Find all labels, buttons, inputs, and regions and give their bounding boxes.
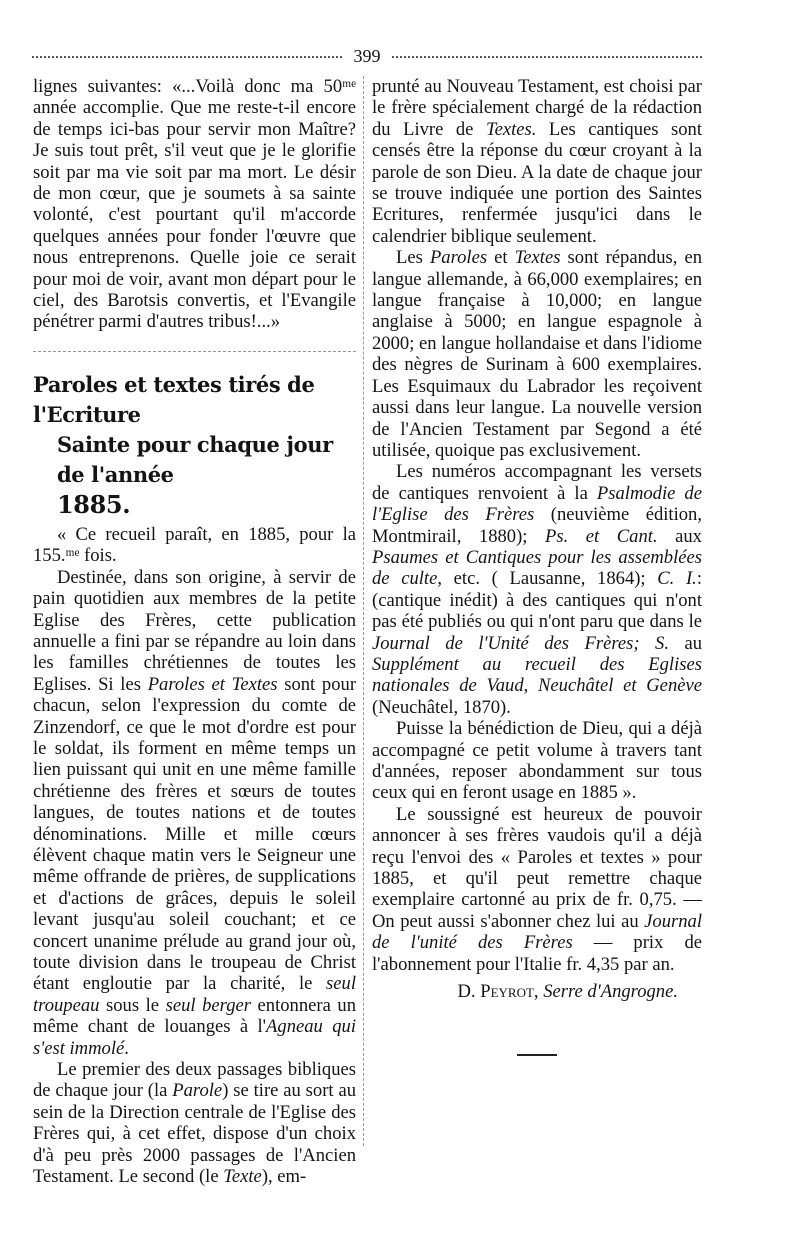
end-rule: [517, 1054, 557, 1056]
italic-title: Psalmodie de l'Eglise des Frères: [372, 482, 702, 526]
italic-phrase: seul troupeau: [33, 973, 356, 1016]
section-title: [33, 370, 356, 520]
column-divider: [363, 76, 364, 1146]
text-run: (Neuchâtel, 1870).: [372, 696, 511, 718]
text-run: Les cantiques sont censés être la réponse du cœur croyant à la parole de son Dieu. A la date de chaque jour se trouve indiquée une portion des Saintes Ecritures, renfermée jusqu'ici dans le calendrier biblique seulement.: [372, 118, 702, 247]
left-column: [33, 76, 356, 1187]
text-run: aux: [657, 525, 702, 547]
paragraph-announcement: [372, 804, 702, 975]
text-run: ) se tire au sort au sein de la Direction centrale de l'Eglise des Frères qui, à cet effet, dispose d'un choix d'à peu près 2000 passages de l'Ancien Testament. Le second (le: [33, 1080, 356, 1188]
header-rule-right: [392, 56, 702, 58]
section-title-line-1: Paroles et textes tirés de l'Ecriture: [33, 371, 315, 427]
italic-title: Textes.: [485, 118, 537, 140]
section-title-year: 1885.: [57, 489, 131, 519]
page-number: 399: [353, 46, 381, 66]
italic-title: Psaumes et Cantiques pour les assemblées de culte: [372, 546, 702, 590]
italic-phrase: seul berger: [165, 994, 251, 1016]
signature-name: D. Peyrot: [457, 981, 534, 1003]
italic-title: Paroles et Textes: [147, 673, 278, 695]
italic-abbrev: Ps. et Cant.: [545, 525, 658, 547]
paragraph-blessing: Puisse la bénédiction de Dieu, qui a déjà accompagné ce petit volume à travers tant d'années, reposer abondamment sur tous ceux qui en feront usage en 1885 ».: [372, 718, 702, 804]
paragraph-destination: [33, 567, 356, 1059]
letter-excerpt: lignes suivantes: «...Voilà donc ma 50ᵐᵉ année accomplie. Que me reste-t-il encore de temps ici-bas pour servir mon Maître? Je suis tout prêt, s'il veut que je le glorifie soit par ma vie soit par ma mort. Le désir de mon cœur, que je soumets à sa sainte volonté, c'est pourtant qu'il m'accorde quelques années pour fonder l'œuvre que nous entreprenons. Quelle joie ce serait pour moi de voir, avant mon départ pour le ciel, des Barotsis convertis, et l'Evangile pénétrer parmi d'autres tribus!...»: [33, 76, 356, 333]
right-column: [372, 76, 702, 1056]
paragraph-distribution: [372, 247, 702, 461]
text-run: : (cantique inédit) à des cantiques qui n'ont pas été publiés ou qui n'ont paru que dans le: [372, 568, 702, 633]
text-run: (neuvième édition, Montmirail, 1880);: [372, 504, 702, 547]
text-run: sont répandus, en langue allemande, à 66,000 exemplaires; en langue française à 10,000; en langue anglaise à 5000; en langue espagnole à 2000; en langue hollandaise et dans l'idiome des nègres de Surinam à 600 exemplaires. Les Esquimaux du Labrador les reçoivent aussi dans leur langue. La nouvelle version de l'Ancien Testament par Segond a été utilisée, quoique pas exclusivement.: [372, 247, 703, 461]
text-run: sous le: [99, 994, 166, 1016]
text-run: entonnera un même chant de louanges à l': [33, 994, 356, 1038]
italic-title: Supplément au recueil des Eglises nationales de Vaud, Neuchâtel et Genève: [372, 653, 702, 697]
text-run: au: [668, 632, 703, 654]
text-run: prunté au Nouveau Testament, est choisi par le frère spécialement chargé de la rédaction du Livre de: [372, 76, 702, 140]
italic-title: Paroles: [429, 247, 488, 269]
italic-title: Textes: [514, 247, 561, 269]
text-run: , etc. ( Lausanne, 1864);: [437, 568, 658, 590]
section-title-line-2: Sainte pour chaque jour de l'année: [57, 431, 333, 487]
text-run: sont pour chacun, selon l'expression du comte de Zinzendorf, ce que le mot d'ordre est pour le soldat, ils forment en même temps un lien puissant qui unit en une même famille chrétienne des frères et sœurs de toutes langues, de toutes nations et de toutes dénominations. Mille et mille cœurs élèvent chaque matin vers le Seigneur une même offrande de prières, de supplications et d'actions de grâces, depuis le soleil levant jusqu'au soleil couchant; et ce concert unanime prélude au grand jour où, toute division dans le troupeau de Christ étant engloutie par la charité, le: [33, 673, 357, 995]
paragraph-publication: « Ce recueil paraît, en 1885, pour la 155.ᵐᵉ fois.: [33, 523, 356, 567]
text-run: Les: [396, 247, 430, 269]
text-run: et: [487, 247, 515, 269]
italic-term: Texte: [223, 1166, 262, 1188]
paragraph-passages: [33, 1059, 356, 1187]
italic-phrase: Agneau qui s'est immolé: [33, 1016, 356, 1059]
text-run: Le soussigné est heureux de pouvoir annoncer à ses frères vaudois qu'il a déjà reçu l'envoi des « Paroles et textes » pour 1885, et qu'il peut remettre chaque exemplaire cartonné au prix de fr. 0,75. — On peut aussi s'abonner chez lui au: [372, 803, 702, 932]
italic-title: Journal de l'Unité des Frères; S.: [372, 632, 669, 654]
text-run: Les numéros accompagnant les versets de cantiques renvoient à la: [372, 461, 702, 504]
text-run: Le premier des deux passages bibliques de chaque jour (la: [33, 1059, 356, 1102]
page-header: [32, 44, 702, 68]
text-run: .: [124, 1037, 129, 1059]
header-rule-left: [32, 56, 342, 58]
italic-term: Parole: [172, 1080, 223, 1102]
signature-place: Serre d'Angrogne.: [543, 981, 678, 1003]
paragraph-references: [372, 461, 702, 718]
text-run: Destinée, dans son origine, à servir de pain quotidien aux membres de la petite Eglise des Frères, cette publication annuelle a fini par se répandre au loin dans les familles chrétiennes de toutes les Eglises. Si les: [33, 566, 356, 695]
text-run: — prix de l'abonnement pour l'Italie fr. 4,35 par an.: [372, 932, 702, 975]
signature: D. Peyrot, Serre d'Angrogne.: [457, 981, 678, 1003]
section-separator: [33, 351, 356, 352]
italic-title: Journal de l'unité des Frères: [372, 910, 702, 954]
paragraph-continuation: [372, 76, 702, 247]
text-run: ), em-: [261, 1166, 307, 1188]
italic-abbrev: C. I.: [657, 568, 697, 590]
